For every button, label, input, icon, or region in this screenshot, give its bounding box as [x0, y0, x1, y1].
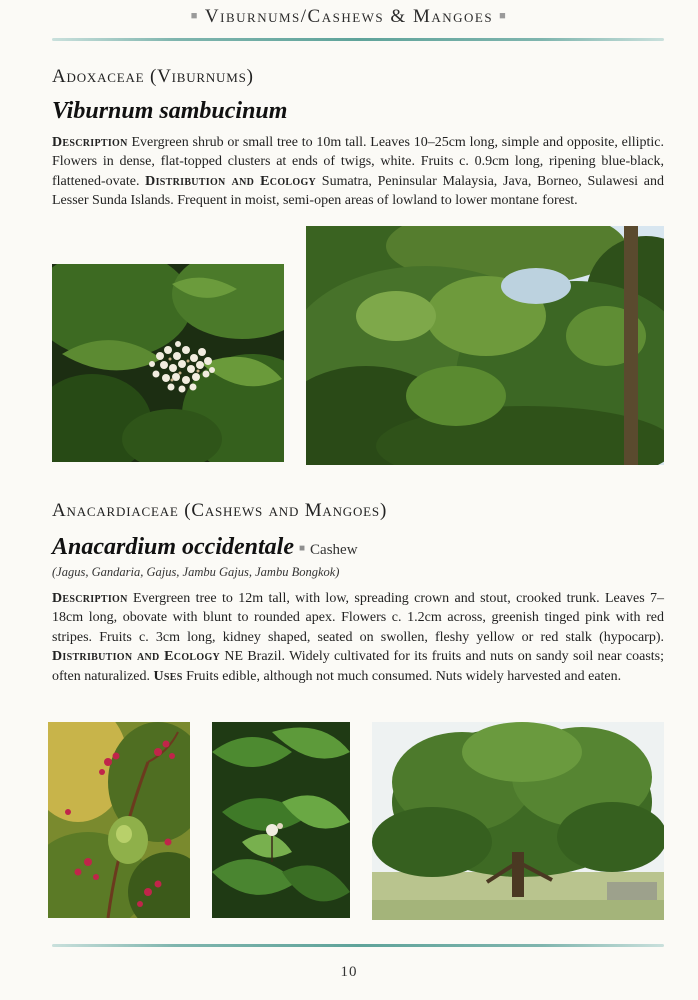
page-number: 10 [340, 964, 358, 980]
distribution-text: Sumatra, Peninsular Malaysia, Java, Borneo, Sulawesi and Lesser Sunda Islands. Frequent in moist, semi-open areas of lowland to lower montane forest. [52, 173, 665, 209]
species-heading-viburnum: Viburnum sambucinum [52, 98, 288, 124]
description-text: Evergreen shrub or small tree to 10m tall. Leaves 10–25cm long, simple and opposite, elliptic. Flowers in dense, flat-topped clusters at ends of twigs, white. Fruits c. 0.9cm long, ripening blue-black, flattened-ovate. [52, 135, 664, 189]
local-names: (Jagus, Gandaria, Gajus, Jambu Gajus, Jambu Bongkok) [52, 565, 340, 579]
species-name: Anacardium occidentale [52, 534, 294, 560]
species-heading-anacardium [52, 534, 358, 561]
common-name: Cashew [310, 542, 358, 558]
description-label: Description [52, 591, 128, 606]
description-text: Evergreen tree to 12m tall, with low, spreading crown and stout, crooked trunk. Leaves 7–18cm long, obovate with blunt to rounded apex. Flowers c. 1.2cm across, greenish tinged pink with red stripes. Fruits c. 3cm long, kidney shaped, seated on swollen, fleshy yellow or red stalk (hypocarp). [52, 591, 664, 645]
photo-cashew-tree [372, 722, 664, 920]
photo-cashew-leaves [212, 722, 350, 918]
cashew-description [52, 589, 664, 686]
distribution-text: NE Brazil. Widely cultivated for its fruits and nuts on sandy soil near coasts; often naturalized. [52, 649, 665, 684]
photo-cashew-fruit [48, 722, 190, 918]
photo-viburnum-tree [306, 226, 664, 465]
header-title: Viburnums/Cashews & Mangoes [204, 6, 494, 27]
family-heading-anacardiaceae: Anacardiaceae (Cashews and Mangoes) [52, 500, 388, 521]
header-rule [52, 38, 664, 41]
uses-text: Fruits edible, although not much consumed. Nuts widely harvested and eaten. [182, 668, 622, 684]
header-bullet-icon: ■ [190, 10, 199, 22]
running-header [0, 6, 698, 36]
description-label: Description [52, 135, 128, 150]
uses-label: Uses [153, 668, 183, 684]
header-bullet-icon: ■ [499, 10, 508, 22]
family-heading-adoxaceae: Adoxaceae (Viburnums) [52, 66, 254, 87]
distribution-label: Distribution and Ecology [52, 649, 221, 665]
distribution-label: Distribution and Ecology [145, 173, 317, 189]
photo-viburnum-flowers [52, 264, 284, 462]
species-bullet-icon: ■ [299, 543, 306, 554]
viburnum-description [52, 133, 664, 211]
footer-rule [52, 944, 664, 947]
